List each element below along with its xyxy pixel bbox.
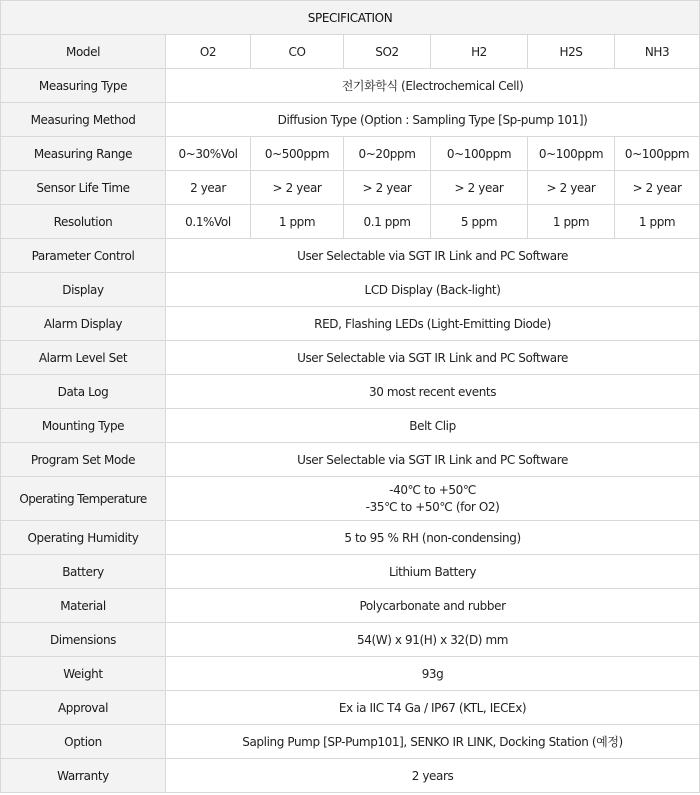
parameter-control-value: User Selectable via SGT IR Link and PC Software xyxy=(166,239,700,273)
measuring-method-row xyxy=(1,103,700,137)
operating-temperature-row xyxy=(1,477,700,521)
resolution-nh3: 1 ppm xyxy=(615,205,700,239)
option-row xyxy=(1,725,700,759)
range-h2s: 0~100ppm xyxy=(528,137,615,171)
data-log-label: Data Log xyxy=(1,375,166,409)
material-value: Polycarbonate and rubber xyxy=(166,589,700,623)
display-value: LCD Display (Back-light) xyxy=(166,273,700,307)
data-log-value: 30 most recent events xyxy=(166,375,700,409)
operating-humidity-row xyxy=(1,521,700,555)
life-h2: > 2 year xyxy=(431,171,528,205)
operating-humidity-value: 5 to 95 % RH (non-condensing) xyxy=(166,521,700,555)
measuring-range-row xyxy=(1,137,700,171)
sensor-life-row xyxy=(1,171,700,205)
operating-temperature-line-2: -35℃ to +50℃ (for O2) xyxy=(365,499,500,514)
weight-row xyxy=(1,657,700,691)
range-nh3: 0~100ppm xyxy=(615,137,700,171)
weight-value: 93g xyxy=(166,657,700,691)
alarm-level-set-label: Alarm Level Set xyxy=(1,341,166,375)
operating-temperature-value xyxy=(166,477,700,521)
model-row xyxy=(1,35,700,69)
table-title: SPECIFICATION xyxy=(1,1,700,35)
range-h2: 0~100ppm xyxy=(431,137,528,171)
resolution-so2: 0.1 ppm xyxy=(344,205,431,239)
warranty-row xyxy=(1,759,700,793)
battery-row xyxy=(1,555,700,589)
material-row xyxy=(1,589,700,623)
data-log-row xyxy=(1,375,700,409)
warranty-value: 2 years xyxy=(166,759,700,793)
resolution-o2: 0.1%Vol xyxy=(166,205,251,239)
option-label: Option xyxy=(1,725,166,759)
mounting-type-value: Belt Clip xyxy=(166,409,700,443)
life-nh3: > 2 year xyxy=(615,171,700,205)
life-co: > 2 year xyxy=(251,171,344,205)
alarm-display-row xyxy=(1,307,700,341)
measuring-method-value: Diffusion Type (Option : Sampling Type [Sp-pump 101]) xyxy=(166,103,700,137)
resolution-label: Resolution xyxy=(1,205,166,239)
model-h2s: H2S xyxy=(528,35,615,69)
sensor-life-label: Sensor Life Time xyxy=(1,171,166,205)
model-so2: SO2 xyxy=(344,35,431,69)
life-so2: > 2 year xyxy=(344,171,431,205)
model-co: CO xyxy=(251,35,344,69)
model-label: Model xyxy=(1,35,166,69)
dimensions-label: Dimensions xyxy=(1,623,166,657)
model-o2: O2 xyxy=(166,35,251,69)
dimensions-row xyxy=(1,623,700,657)
battery-value: Lithium Battery xyxy=(166,555,700,589)
resolution-h2: 5 ppm xyxy=(431,205,528,239)
program-set-mode-row xyxy=(1,443,700,477)
measuring-method-label: Measuring Method xyxy=(1,103,166,137)
range-co: 0~500ppm xyxy=(251,137,344,171)
operating-temperature-label: Operating Temperature xyxy=(1,477,166,521)
measuring-type-value: 전기화학식 (Electrochemical Cell) xyxy=(166,69,700,103)
alarm-level-set-row xyxy=(1,341,700,375)
material-label: Material xyxy=(1,589,166,623)
approval-row xyxy=(1,691,700,725)
approval-value: Ex ia IIC T4 Ga / IP67 (KTL, IECEx) xyxy=(166,691,700,725)
parameter-control-row xyxy=(1,239,700,273)
mounting-type-row xyxy=(1,409,700,443)
range-so2: 0~20ppm xyxy=(344,137,431,171)
range-o2: 0~30%Vol xyxy=(166,137,251,171)
option-value: Sapling Pump [SP-Pump101], SENKO IR LINK, Docking Station (예정) xyxy=(166,725,700,759)
life-h2s: > 2 year xyxy=(528,171,615,205)
display-label: Display xyxy=(1,273,166,307)
program-set-mode-value: User Selectable via SGT IR Link and PC Software xyxy=(166,443,700,477)
measuring-range-label: Measuring Range xyxy=(1,137,166,171)
display-row xyxy=(1,273,700,307)
alarm-display-value: RED, Flashing LEDs (Light-Emitting Diode) xyxy=(166,307,700,341)
life-o2: 2 year xyxy=(166,171,251,205)
model-nh3: NH3 xyxy=(615,35,700,69)
parameter-control-label: Parameter Control xyxy=(1,239,166,273)
model-h2: H2 xyxy=(431,35,528,69)
program-set-mode-label: Program Set Mode xyxy=(1,443,166,477)
operating-humidity-label: Operating Humidity xyxy=(1,521,166,555)
resolution-co: 1 ppm xyxy=(251,205,344,239)
resolution-h2s: 1 ppm xyxy=(528,205,615,239)
measuring-type-label: Measuring Type xyxy=(1,69,166,103)
measuring-type-row xyxy=(1,69,700,103)
mounting-type-label: Mounting Type xyxy=(1,409,166,443)
approval-label: Approval xyxy=(1,691,166,725)
alarm-display-label: Alarm Display xyxy=(1,307,166,341)
battery-label: Battery xyxy=(1,555,166,589)
title-row xyxy=(1,1,700,35)
dimensions-value: 54(W) x 91(H) x 32(D) mm xyxy=(166,623,700,657)
weight-label: Weight xyxy=(1,657,166,691)
operating-temperature-line-1: -40℃ to +50℃ xyxy=(389,482,476,497)
resolution-row xyxy=(1,205,700,239)
alarm-level-set-value: User Selectable via SGT IR Link and PC Software xyxy=(166,341,700,375)
warranty-label: Warranty xyxy=(1,759,166,793)
